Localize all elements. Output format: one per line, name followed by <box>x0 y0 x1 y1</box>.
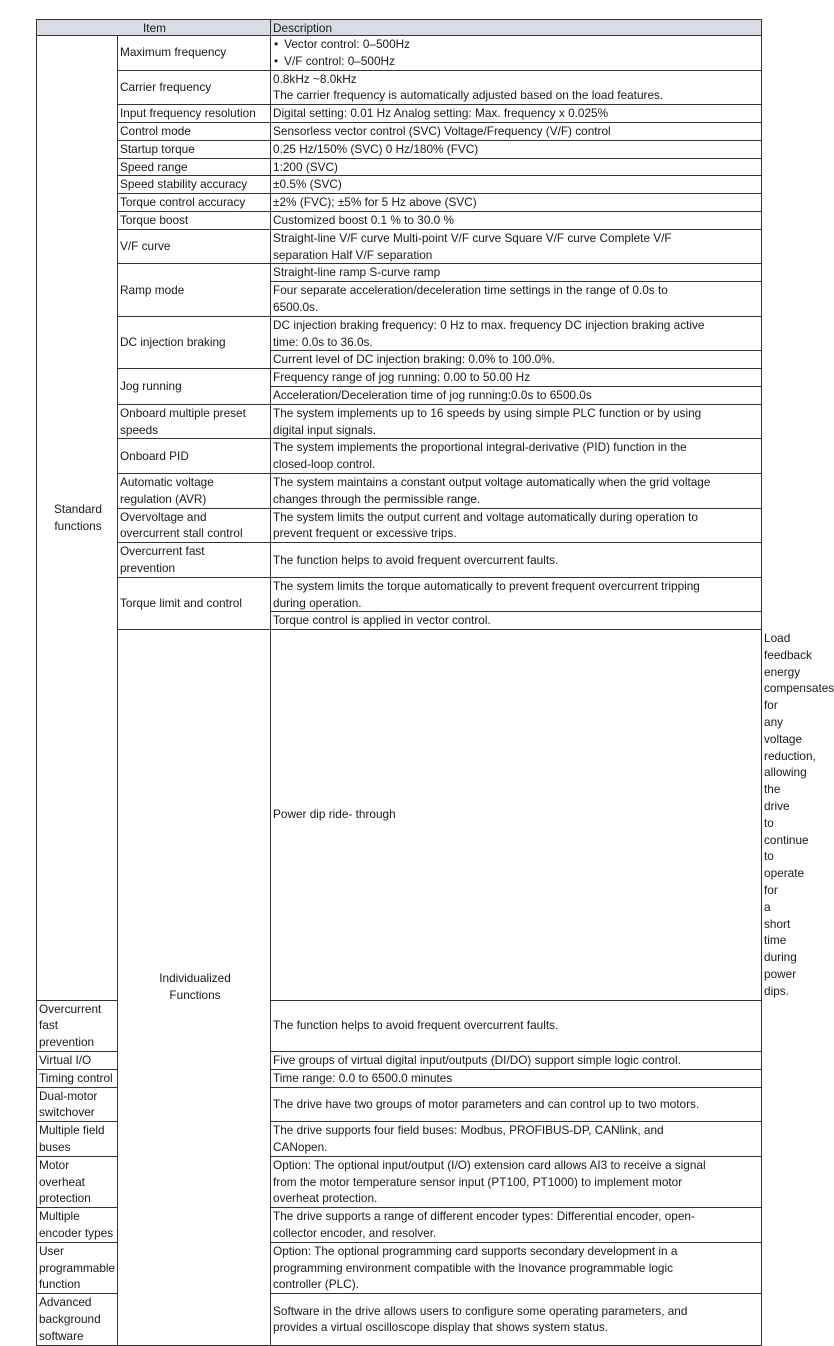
description-cell: 0.25 Hz/150% (SVC) 0 Hz/180% (FVC) <box>271 140 762 158</box>
table-row <box>37 577 762 612</box>
description-cell: Four separate acceleration/deceleration time settings in the range of 0.0s to 6500.0s. <box>271 282 762 317</box>
bullet-line: • Vector control: 0–500Hz <box>273 36 761 53</box>
description-cell: ±0.5% (SVC) <box>271 176 762 194</box>
item-cell: Control mode <box>118 122 271 140</box>
item-cell: Maximum frequency <box>118 36 271 71</box>
description-cell <box>271 36 762 71</box>
description-cell: The system maintains a constant output voltage automatically when the grid voltage changes through the permissible range. <box>271 473 762 508</box>
description-cell: 0.8kHz ~8.0kHz The carrier frequency is automatically adjusted based on the load features. <box>271 70 762 105</box>
header-row <box>37 20 762 36</box>
table-row <box>37 264 762 282</box>
description-cell: The drive have two groups of motor parameters and can control up to two motors. <box>271 1087 762 1122</box>
description-cell: Torque control is applied in vector control. <box>271 612 762 630</box>
description-cell: Digital setting: 0.01 Hz Analog setting: Max. frequency x 0.025% <box>271 105 762 123</box>
item-cell: Dual-motor switchover <box>37 1087 118 1122</box>
item-cell: Speed stability accuracy <box>118 176 271 194</box>
item-cell: DC injection braking <box>118 316 271 368</box>
item-cell: Startup torque <box>118 140 271 158</box>
table-row <box>37 543 762 578</box>
table-row <box>37 176 762 194</box>
table-row <box>37 229 762 264</box>
table-row <box>37 473 762 508</box>
item-cell: Virtual I/O <box>37 1052 118 1070</box>
description-cell: The system limits the output current and voltage automatically during operation to prevent frequent or excessive trips. <box>271 508 762 543</box>
table-row <box>37 316 762 351</box>
spec-table <box>36 19 834 1346</box>
item-cell: Speed range <box>118 158 271 176</box>
description-cell: Straight-line ramp S-curve ramp <box>271 264 762 282</box>
table-row: Individualized Functions Power dip ride- through Load feedback energy compensates for any voltage reduction, allowing the drive to continue to operate for a short time during power dips. <box>37 630 762 1001</box>
description-cell: The drive supports four field buses: Modbus, PROFIBUS-DP, CANlink, and CANopen. <box>271 1122 762 1157</box>
description-cell: Option: The optional input/output (I/O) extension card allows AI3 to receive a signal from the motor temperature sensor input (PT100, PT1000) to implement motor overheat protection. <box>271 1156 762 1207</box>
table-row <box>37 211 762 229</box>
item-cell: User programmable function <box>37 1242 118 1293</box>
table-row <box>37 194 762 212</box>
item-cell: Overvoltage and overcurrent stall control <box>118 508 271 543</box>
table-row <box>37 105 762 123</box>
item-cell: Onboard multiple preset speeds <box>118 404 271 439</box>
item-cell: Multiple encoder types <box>37 1208 118 1243</box>
description-cell: The drive supports a range of different encoder types: Differential encoder, open- collector encoder, and resolver. <box>271 1208 762 1243</box>
description-cell: Option: The optional programming card supports secondary development in a programming environment compatible with the Inovance programmable logic controller (PLC). <box>271 1242 762 1293</box>
item-cell: Overcurrent fast prevention <box>37 1000 118 1051</box>
table-row <box>37 508 762 543</box>
table-row <box>37 122 762 140</box>
description-cell: Customized boost 0.1 % to 30.0 % <box>271 211 762 229</box>
description-cell: Time range: 0.0 to 6500.0 minutes <box>271 1069 762 1087</box>
description-cell: DC injection braking frequency: 0 Hz to max. frequency DC injection braking active time: 0.0s to 36.0s. <box>271 316 762 351</box>
description-cell: Frequency range of jog running: 0.00 to 50.00 Hz <box>271 369 762 387</box>
item-cell: V/F curve <box>118 229 271 264</box>
table-row <box>37 404 762 439</box>
table-row <box>37 439 762 474</box>
item-cell: Torque boost <box>118 211 271 229</box>
description-cell: Straight-line V/F curve Multi-point V/F curve Square V/F curve Complete V/F separation Half V/F separation <box>271 229 762 264</box>
description-cell: 1:200 (SVC) <box>271 158 762 176</box>
group-standard-functions: Standard functions <box>37 36 118 1001</box>
item-cell: Automatic voltage regulation (AVR) <box>118 473 271 508</box>
item-cell: Ramp mode <box>118 264 271 316</box>
item-cell: Overcurrent fast prevention <box>118 543 271 578</box>
header-item: Item <box>37 20 271 36</box>
item-cell: Power dip ride- through <box>271 630 762 1001</box>
description-cell: Five groups of virtual digital input/outputs (DI/DO) support simple logic control. <box>271 1052 762 1070</box>
item-cell: Advanced background software <box>37 1294 118 1345</box>
description-cell: Acceleration/Deceleration time of jog running:0.0s to 6500.0s <box>271 386 762 404</box>
item-cell: Jog running <box>118 369 271 405</box>
table-row <box>37 369 762 387</box>
description-cell: The function helps to avoid frequent overcurrent faults. <box>271 1000 762 1051</box>
description-cell: The system limits the torque automatically to prevent frequent overcurrent tripping during operation. <box>271 577 762 612</box>
description-cell: The system implements the proportional integral-derivative (PID) function in the closed-loop control. <box>271 439 762 474</box>
item-cell: Onboard PID <box>118 439 271 474</box>
description-cell: The system implements up to 16 speeds by using simple PLC function or by using digital input signals. <box>271 404 762 439</box>
bullet-line: • V/F control: 0–500Hz <box>273 53 761 70</box>
item-cell: Carrier frequency <box>118 70 271 105</box>
table-row <box>37 140 762 158</box>
item-cell: Multiple field buses <box>37 1122 118 1157</box>
description-cell: The function helps to avoid frequent overcurrent faults. <box>271 543 762 578</box>
group-individualized-functions: Individualized Functions <box>118 630 271 1345</box>
item-cell: Torque control accuracy <box>118 194 271 212</box>
description-cell: ±2% (FVC); ±5% for 5 Hz above (SVC) <box>271 194 762 212</box>
description-cell: Sensorless vector control (SVC) Voltage/Frequency (V/F) control <box>271 122 762 140</box>
header-description: Description <box>271 20 762 36</box>
description-cell: Software in the drive allows users to configure some operating parameters, and provides a virtual oscilloscope display that shows system status. <box>271 1294 762 1345</box>
table-row <box>37 70 762 105</box>
description-cell: Current level of DC injection braking: 0.0% to 100.0%. <box>271 351 762 369</box>
table-row <box>37 36 762 71</box>
item-cell: Input frequency resolution <box>118 105 271 123</box>
item-cell: Motor overheat protection <box>37 1156 118 1207</box>
table-row <box>37 158 762 176</box>
item-cell: Timing control <box>37 1069 118 1087</box>
item-cell: Torque limit and control <box>118 577 271 629</box>
